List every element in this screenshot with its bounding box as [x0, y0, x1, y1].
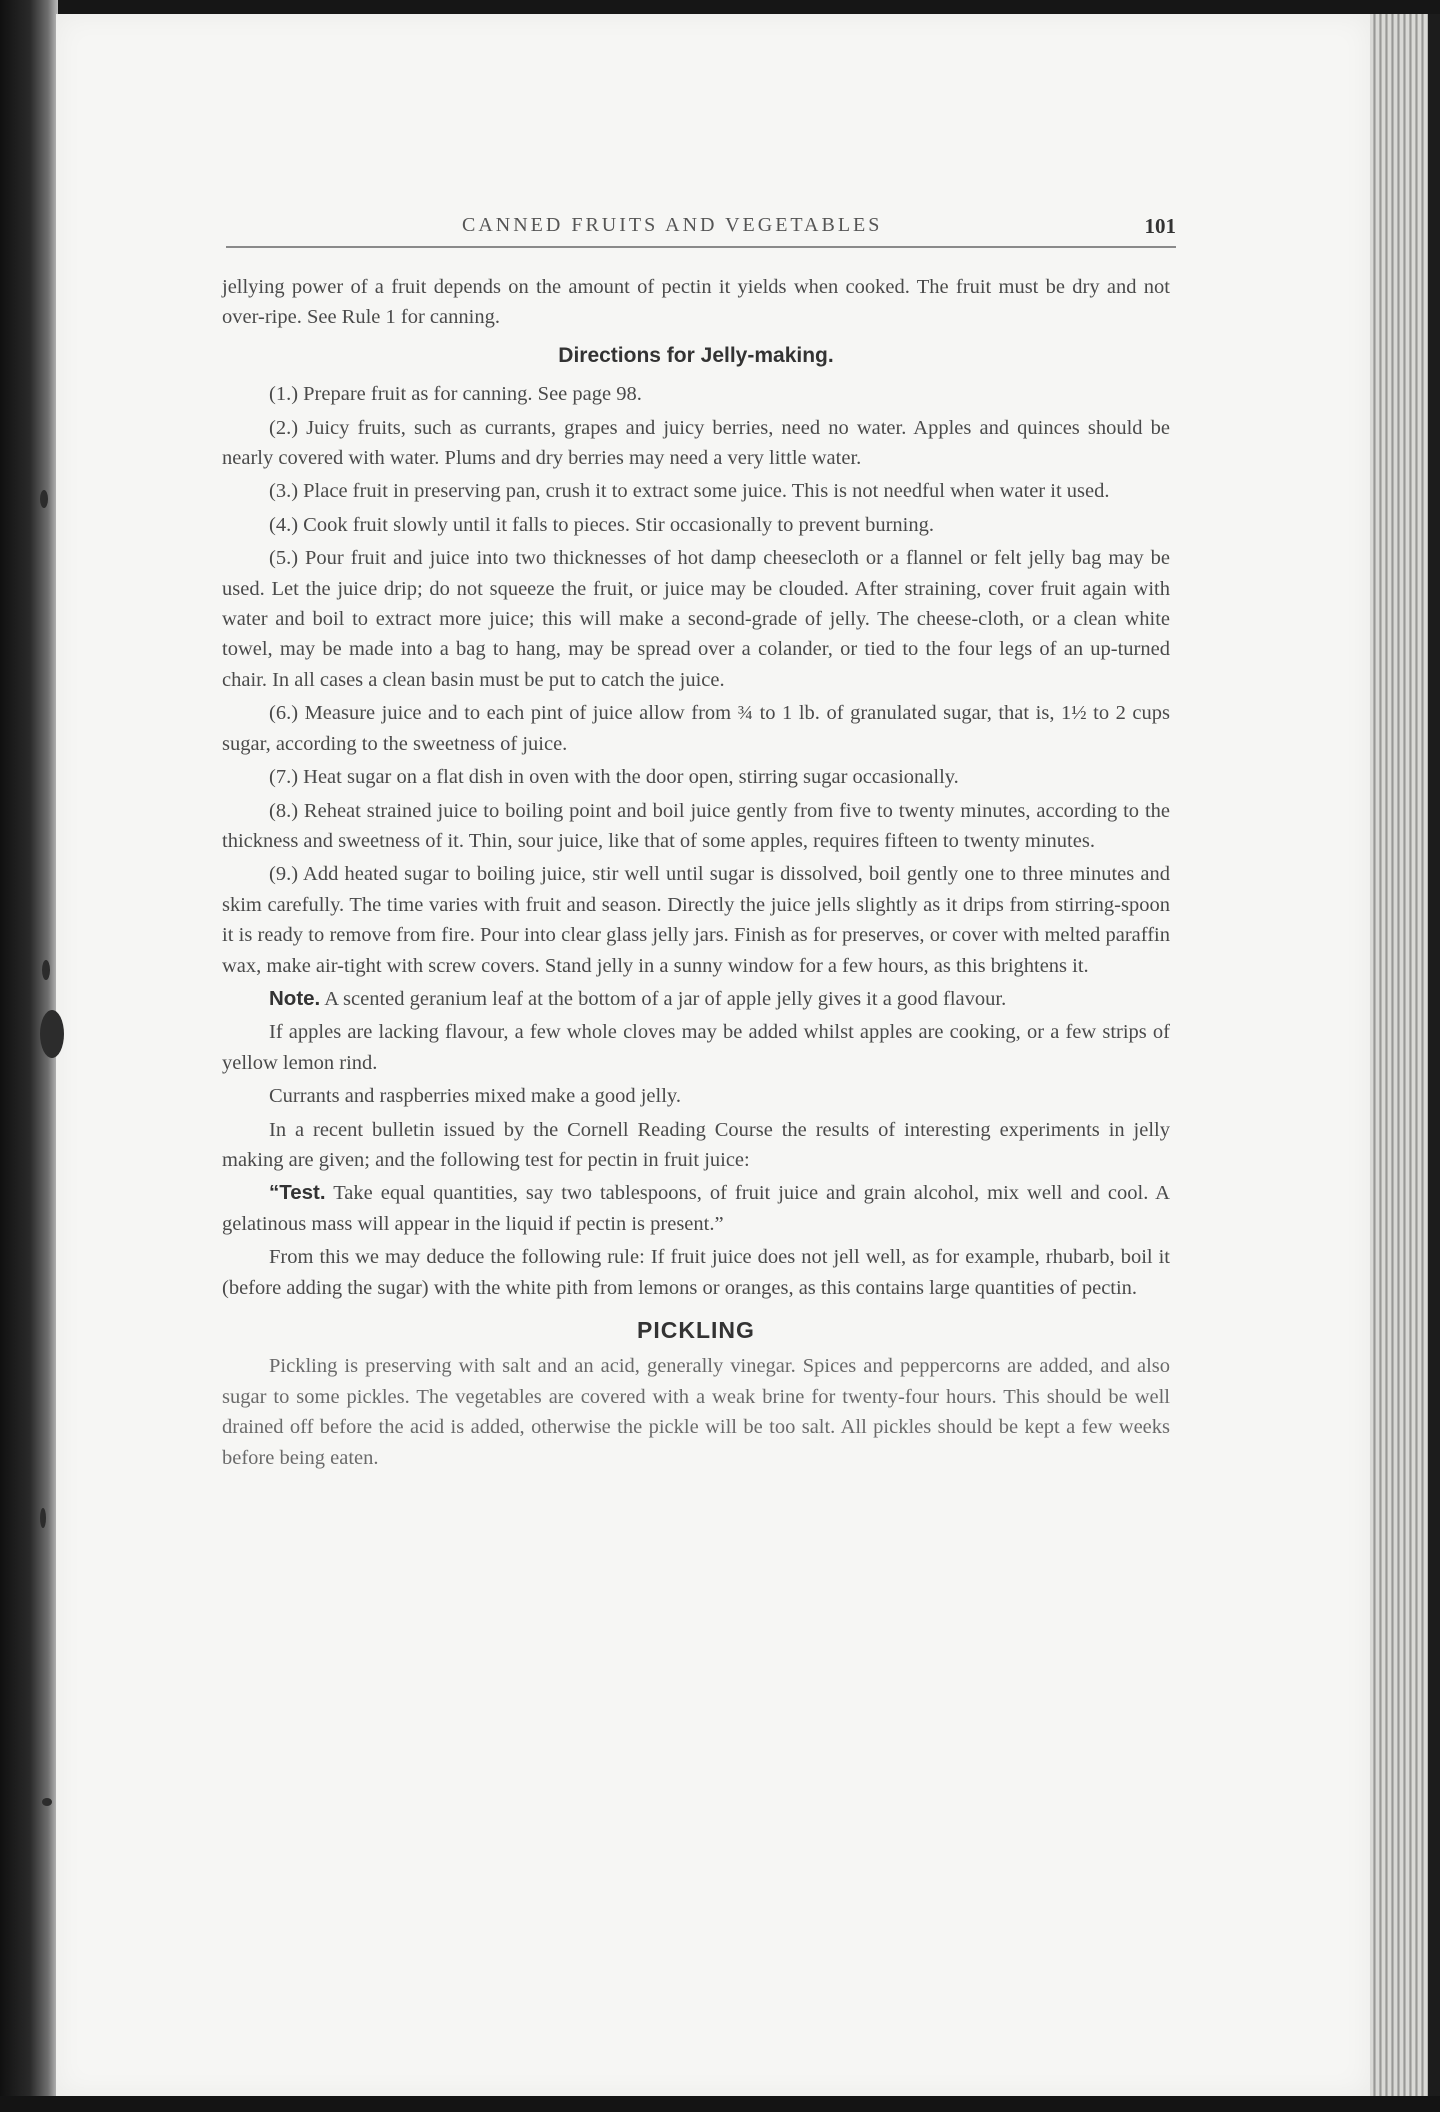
scan-bottom-edge — [0, 2096, 1440, 2112]
page-stack-edge — [1370, 14, 1428, 2096]
pickling-paragraph: Pickling is preserving with salt and an acid, generally vinegar. Spices and peppercorns are added, and also sugar to some pickles. The vegetables are covered with a weak brine for twenty-four hours. This should be well drained off before the acid is added, otherwise the pickle will be too salt. All pickles should be kept a few weeks before being eaten. — [222, 1355, 1170, 1469]
intro-paragraph: jellying power of a fruit depends on the amount of pectin it yields when cooked. The fruit must be dry and not over-ripe. See Rule 1 for canning. — [222, 276, 1170, 329]
note-label: Note. — [269, 986, 321, 1010]
margin-speck — [42, 960, 50, 980]
test-paragraph — [222, 1178, 1170, 1239]
note-paragraph — [222, 984, 1170, 1014]
scan-top-edge — [0, 0, 1440, 14]
body-paragraph: If apples are lacking flavour, a few whole cloves may be added whilst apples are cooking, or a few strips of yellow lemon rind. — [222, 1021, 1170, 1074]
direction-step: (8.) Reheat strained juice to boiling point and boil juice gently from five to twenty minutes, according to the thickness and sweetness of it. Thin, sour juice, like that of some apples, requires fifteen to twenty minutes. — [222, 799, 1170, 852]
direction-step: (6.) Measure juice and to each pint of juice allow from ¾ to 1 lb. of granulated sugar, that is, 1½ to 2 cups sugar, according to the sweetness of juice. — [222, 702, 1170, 755]
margin-speck — [40, 490, 48, 508]
direction-step: (3.) Place fruit in preserving pan, crush it to extract some juice. This is not needful when water it used. — [269, 480, 1110, 503]
direction-step: (9.) Add heated sugar to boiling juice, stir well until sugar is dissolved, boil gently one to three minutes and skim carefully. The time varies with fruit and season. Directly the juice jells slightly as it drips from stirring-spoon it is ready to remove from fire. Pour into clear glass jelly jars. Finish as for preserves, or cover with melted paraffin wax, make air-tight with screw covers. Stand jelly in a sunny window for a few hours, as this brightens it. — [222, 863, 1170, 977]
test-text: Take equal quantities, say two tablespoons, of fruit juice and grain alcohol, mix well and cool. A gelatinous mass will appear in the liquid if pectin is present.” — [222, 1182, 1170, 1235]
margin-speck — [42, 1798, 52, 1806]
direction-step: (4.) Cook fruit slowly until it falls to pieces. Stir occasionally to prevent burning. — [269, 513, 934, 536]
margin-speck — [40, 1010, 64, 1058]
test-label: “Test. — [269, 1181, 326, 1205]
margin-speck — [40, 1508, 46, 1528]
body-paragraph: In a recent bulletin issued by the Cornell Reading Course the results of interesting experiments in jelly making are given; and the following test for pectin in fruit juice: — [222, 1118, 1170, 1171]
note-text: A scented geranium leaf at the bottom of a jar of apple jelly gives it a good flavour. — [320, 987, 1007, 1010]
page-body — [222, 272, 1170, 1476]
rule-paragraph: From this we may deduce the following rule: If fruit juice does not jell well, as for example, rhubarb, boil it (before adding the sugar) with the white pith from lemons or oranges, as this contains large quantities of pectin. — [222, 1246, 1170, 1299]
section-heading-pickling: PICKLING — [637, 1317, 755, 1343]
running-header — [226, 212, 1176, 248]
section-heading-jelly: Directions for Jelly-making. — [558, 343, 834, 367]
body-paragraph: Currants and raspberries mixed make a good jelly. — [269, 1085, 681, 1108]
direction-step: (5.) Pour fruit and juice into two thicknesses of hot damp cheesecloth or a flannel or felt jelly bag may be used. Let the juice drip; do not squeeze the fruit, or juice may be clouded. After straining, cover fruit again with water and boil to extract more juice; this will make a second-grade of jelly. The cheese-cloth, or a clean white towel, may be made into a bag to hang, may be spread over a colander, or tied to the four legs of an up-turned chair. In all cases a clean basin must be put to catch the juice. — [222, 547, 1170, 691]
direction-step: (1.) Prepare fruit as for canning. See page 98. — [269, 383, 642, 406]
direction-step: (2.) Juicy fruits, such as currants, grapes and juicy berries, need no water. Apples and quinces should be nearly covered with water. Plums and dry berries may need a very little water. — [222, 416, 1170, 470]
running-header-title: CANNED FRUITS AND VEGETABLES — [462, 214, 883, 236]
direction-step: (7.) Heat sugar on a flat dish in oven with the door open, stirring sugar occasionally. — [269, 766, 959, 789]
page-number: 101 — [1144, 214, 1176, 238]
